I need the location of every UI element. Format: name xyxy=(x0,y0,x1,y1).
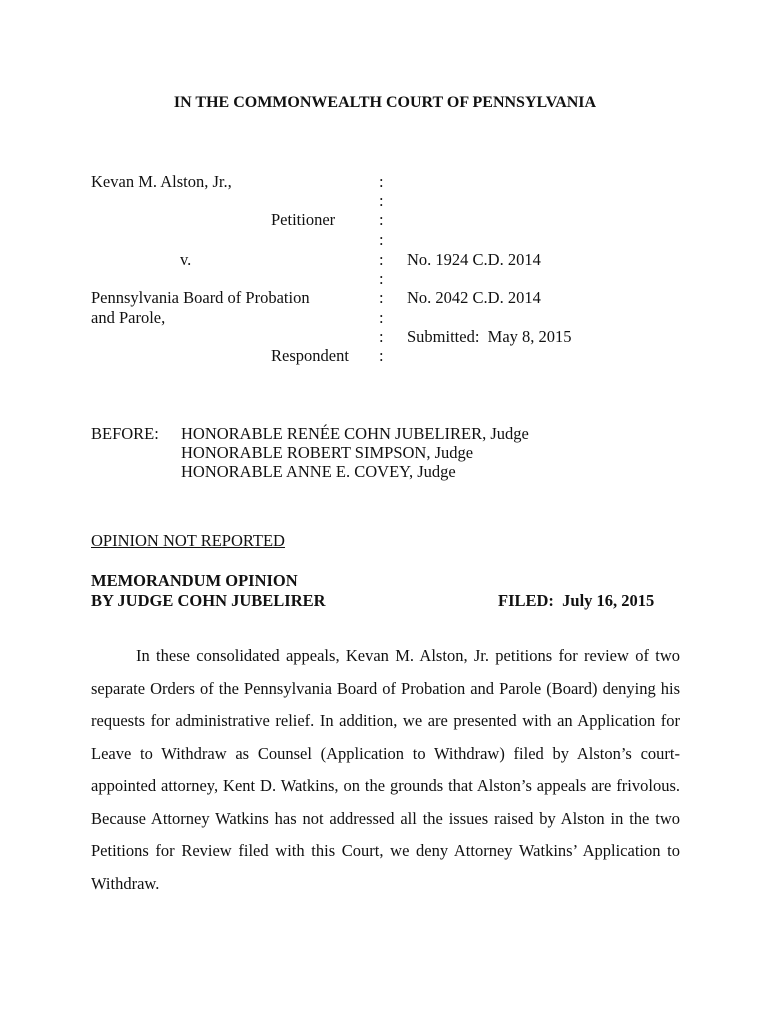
caption-colon: : xyxy=(379,288,384,307)
caption-colon: : xyxy=(379,308,384,327)
opinion-reported-status: OPINION NOT REPORTED xyxy=(91,531,285,550)
respondent-name-line2: and Parole, xyxy=(91,308,166,327)
opinion-body-paragraph: In these consolidated appeals, Kevan M. Alston, Jr. petitions for review of two separate Orders of the Pennsylvania Board of Probation and Parole (Board) denying his requests for administrative relief. In addition, we are presented with an Application for Leave to Withdraw as Counsel (Application to Withdraw) filed by Alston’s court-appointed attorney, Kent D. Watkins, on the grounds that Alston’s appeals are frivolous. Because Attorney Watkins has not addressed all the issues raised by Alston in the two Petitions for Review filed with this Court, we deny Attorney Watkins’ Application to Withdraw. xyxy=(91,646,680,893)
respondent-name-line1: Pennsylvania Board of Probation xyxy=(91,288,310,307)
docket-number-1: No. 1924 C.D. 2014 xyxy=(407,250,541,269)
opinion-type-line2: BY JUDGE COHN JUBELIRER xyxy=(91,591,326,610)
caption-colon: : xyxy=(379,230,384,249)
judge-2: HONORABLE ROBERT SIMPSON, Judge xyxy=(181,443,474,462)
caption-colon: : xyxy=(379,172,384,191)
petitioner-name: Kevan M. Alston, Jr., xyxy=(91,172,232,191)
caption-colon: : xyxy=(379,269,384,288)
filed-date: FILED: July 16, 2015 xyxy=(498,591,655,610)
caption-colon: : xyxy=(379,346,384,365)
caption-colon-column xyxy=(379,172,389,372)
petitioner-role: Petitioner xyxy=(271,210,336,229)
opinion-type-line1: MEMORANDUM OPINION xyxy=(91,571,298,590)
judge-1: HONORABLE RENÉE COHN JUBELIRER, Judge xyxy=(181,424,529,443)
caption-colon: : xyxy=(379,250,384,269)
versus-label: v. xyxy=(180,250,192,269)
caption-colon: : xyxy=(379,210,384,229)
submitted-date: Submitted: May 8, 2015 xyxy=(407,327,572,346)
caption-colon: : xyxy=(379,191,384,210)
before-label: BEFORE: xyxy=(91,424,159,443)
docket-number-2: No. 2042 C.D. 2014 xyxy=(407,288,541,307)
court-title: IN THE COMMONWEALTH COURT OF PENNSYLVANIA xyxy=(173,94,597,111)
judge-3: HONORABLE ANNE E. COVEY, Judge xyxy=(181,462,456,481)
respondent-role: Respondent xyxy=(271,346,349,365)
caption-colon: : xyxy=(379,327,384,346)
